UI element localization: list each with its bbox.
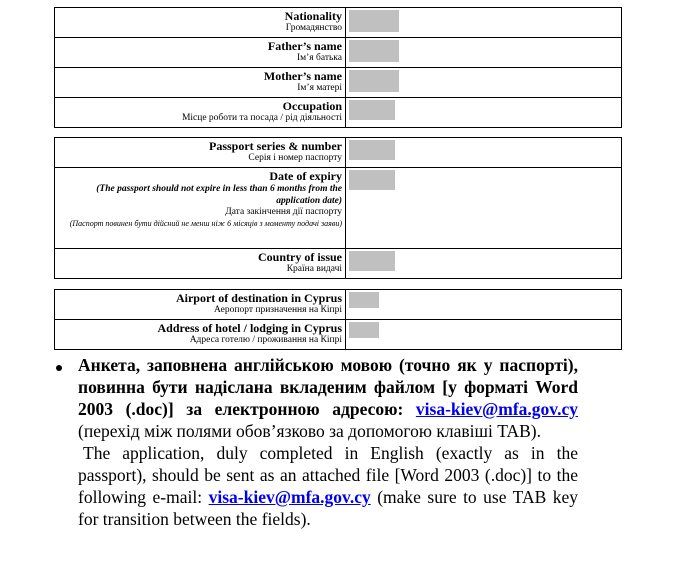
expiry-date-cell [346,168,622,249]
airport-label-cell [55,290,346,320]
mothers-name-label-cell [55,68,346,98]
country-of-issue-cell [346,249,622,279]
hotel-address-label-cell [55,320,346,350]
occupation-cell [346,98,622,128]
airport-label: Airport of destination in Cyprus [175,291,342,305]
occupation-label: Occupation [282,99,342,113]
instructions-ua [78,354,578,442]
instructions-en-text: The application, duly completed in English (exactly as in the passport), should be sent as an attached file [Word 2003 (.doc)] to the following e-mail: [78,443,578,507]
occupation-field[interactable] [349,100,395,120]
nationality-label-ua: Громадянство [285,23,342,33]
mothers-name-label-ua: Ім’я матері [297,83,342,93]
travel-info-table [54,289,622,350]
passport-number-field[interactable] [349,140,395,160]
instructions-en [78,442,578,530]
email-link-en[interactable]: visa-kiev@mfa.gov.cy [208,487,371,507]
hotel-address-label: Address of hotel / lodging in Cyprus [157,321,342,335]
fathers-name-cell [346,38,622,68]
mothers-name-cell [346,68,622,98]
nationality-field[interactable] [349,10,399,32]
occupation-label-cell [55,98,346,128]
hotel-address-row [55,320,622,350]
fathers-name-label: Father’s name [267,39,342,53]
passport-number-label: Passport series & number [209,139,342,153]
fathers-name-label-cell [55,38,346,68]
passport-number-cell [346,138,622,168]
nationality-cell [346,8,622,38]
expiry-note-ua: (Паспорт повинен бути дійсний не менш ніж 6 місяців з моменту подачі заяви) [69,218,342,228]
instructions-ua-tail: (перехід між полями обов’язково за допомогою клавіші TAB). [78,421,542,441]
hotel-address-cell [346,320,622,350]
instructions [56,354,578,530]
fathers-name-field[interactable] [349,40,399,62]
mothers-name-label: Mother’s name [263,69,342,83]
country-of-issue-label: Country of issue [257,250,342,264]
expiry-date-row [55,168,622,249]
expiry-date-label: Date of expiry [269,169,342,183]
instructions-en-tail: (make sure to use TAB key for transition between the fields). [78,487,579,529]
fathers-name-label-ua: Ім’я батька [296,53,342,63]
mothers-name-row [55,68,622,98]
occupation-label-ua: Місце роботи та посада / рід діяльності [181,113,342,123]
expiry-date-label-cell [55,168,346,249]
email-link-ua[interactable]: visa-kiev@mfa.gov.cy [415,399,578,419]
occupation-row [55,98,622,128]
passport-number-label-cell [55,138,346,168]
passport-number-row [55,138,622,168]
airport-cell [346,290,622,320]
instructions-ua-bold: Анкета, заповнена англійською мовою (точно як у паспорті), повинна бути надіслана вкладеним файлом [у форматі Word 2003 (.doc)] за електронною адресою: [78,355,578,419]
country-of-issue-field[interactable] [349,251,395,271]
nationality-label: Nationality [284,9,342,23]
airport-field[interactable] [349,292,379,308]
passport-info-table [54,137,622,279]
mothers-name-field[interactable] [349,70,399,92]
country-of-issue-label-cell [55,249,346,279]
expiry-date-field[interactable] [349,170,395,190]
country-of-issue-label-ua: Країна видачі [286,264,342,274]
airport-row [55,290,622,320]
expiry-date-label-ua: Дата закінчення дії паспорту [225,207,342,217]
bullet-icon [56,365,62,371]
expiry-note: (The passport should not expire in less than 6 months from the application date) [96,184,342,206]
hotel-address-field[interactable] [349,322,379,338]
fathers-name-row [55,38,622,68]
hotel-address-label-ua: Адреса готелю / проживання на Кіпрі [189,335,342,345]
nationality-row [55,8,622,38]
country-of-issue-row [55,249,622,279]
passport-number-label-ua: Серія і номер паспорту [248,153,342,163]
nationality-label-cell [55,8,346,38]
airport-label-ua: Аеропорт призначення на Кіпрі [214,305,342,315]
personal-info-table [54,7,622,128]
